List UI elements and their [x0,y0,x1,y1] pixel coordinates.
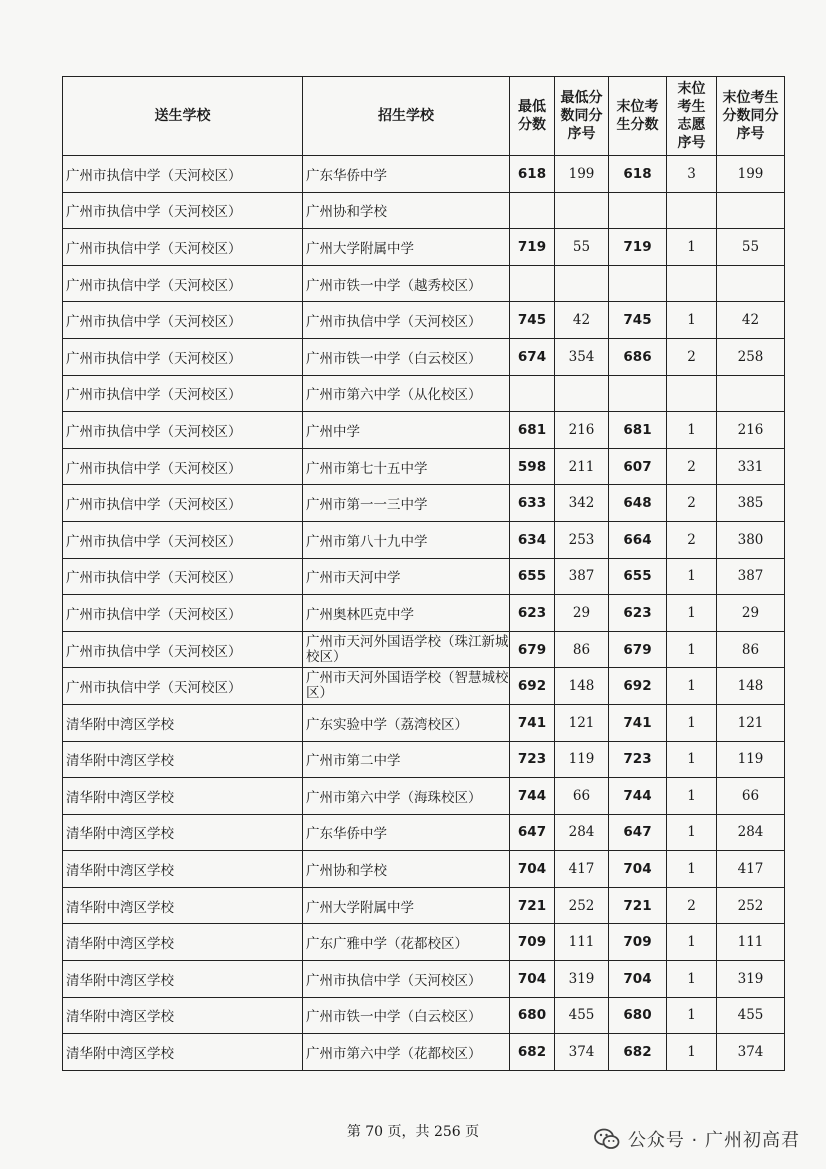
cell-min-rank: 66 [555,778,609,815]
cell-send-school: 清华附中湾区学校 [63,851,303,888]
table-row [63,521,785,558]
cell-last-rank [717,375,785,412]
table-row [63,302,785,339]
table-row [63,595,785,632]
cell-last-choice: 3 [667,156,717,193]
cell-enroll-school: 广州市铁一中学（白云校区） [303,338,510,375]
table-row [63,558,785,595]
cell-last-score: 745 [609,302,667,339]
cell-send-school: 清华附中湾区学校 [63,887,303,924]
cell-min-score [510,375,555,412]
cell-last-choice: 1 [667,778,717,815]
cell-send-school: 清华附中湾区学校 [63,924,303,961]
table-row [63,192,785,229]
cell-min-rank: 29 [555,595,609,632]
cell-last-choice: 1 [667,924,717,961]
admission-score-table [62,76,785,1071]
cell-last-choice: 1 [667,704,717,741]
cell-send-school: 广州市执信中学（天河校区） [63,631,303,668]
cell-send-school: 广州市执信中学（天河校区） [63,375,303,412]
table-header-row [63,77,785,156]
table-row [63,375,785,412]
cell-min-score: 719 [510,229,555,266]
table-row [63,156,785,193]
cell-min-score: 674 [510,338,555,375]
cell-last-choice: 2 [667,521,717,558]
cell-last-rank: 387 [717,558,785,595]
cell-last-score: 744 [609,778,667,815]
cell-last-choice: 2 [667,338,717,375]
header-enroll-school: 招生学校 [303,77,510,156]
cell-last-rank: 119 [717,741,785,778]
table-row [63,887,785,924]
cell-last-rank: 111 [717,924,785,961]
cell-min-rank [555,265,609,302]
cell-last-score: 679 [609,631,667,668]
cell-last-score: 704 [609,851,667,888]
cell-last-choice: 1 [667,1034,717,1071]
cell-send-school: 清华附中湾区学校 [63,814,303,851]
cell-min-score: 633 [510,485,555,522]
cell-enroll-school: 广东华侨中学 [303,814,510,851]
header-last-rank: 末位考生分数同分序号 [717,77,785,156]
cell-last-rank: 455 [717,997,785,1034]
cell-last-rank: 258 [717,338,785,375]
cell-min-score: 623 [510,595,555,632]
cell-enroll-school: 广州市天河外国语学校（智慧城校区） [303,668,510,705]
cell-last-score: 618 [609,156,667,193]
cell-enroll-school: 广东实验中学（荔湾校区） [303,704,510,741]
cell-last-score: 607 [609,448,667,485]
cell-send-school: 广州市执信中学（天河校区） [63,156,303,193]
cell-min-score: 647 [510,814,555,851]
cell-last-choice [667,192,717,229]
cell-min-score: 704 [510,851,555,888]
cell-last-choice: 1 [667,595,717,632]
cell-send-school: 广州市执信中学（天河校区） [63,192,303,229]
cell-last-choice: 1 [667,961,717,998]
cell-min-rank: 119 [555,741,609,778]
cell-send-school: 清华附中湾区学校 [63,704,303,741]
cell-last-choice: 1 [667,668,717,705]
cell-last-score: 721 [609,887,667,924]
cell-last-score: 664 [609,521,667,558]
cell-last-choice: 1 [667,412,717,449]
cell-last-choice: 2 [667,887,717,924]
table-row [63,448,785,485]
cell-last-choice [667,375,717,412]
cell-min-score: 680 [510,997,555,1034]
cell-last-score: 719 [609,229,667,266]
cell-last-rank: 331 [717,448,785,485]
cell-send-school: 广州市执信中学（天河校区） [63,485,303,522]
cell-send-school: 清华附中湾区学校 [63,997,303,1034]
cell-enroll-school: 广州市第六中学（从化校区） [303,375,510,412]
table-row [63,229,785,266]
cell-last-score: 686 [609,338,667,375]
cell-enroll-school: 广州市铁一中学（白云校区） [303,997,510,1034]
table-row [63,1034,785,1071]
cell-min-rank: 86 [555,631,609,668]
cell-last-choice: 1 [667,302,717,339]
cell-enroll-school: 广州协和学校 [303,851,510,888]
header-min-score: 最低分数 [510,77,555,156]
cell-min-score: 679 [510,631,555,668]
cell-last-rank: 86 [717,631,785,668]
table-row [63,412,785,449]
cell-min-score: 655 [510,558,555,595]
cell-last-choice: 1 [667,997,717,1034]
table-row [63,814,785,851]
cell-send-school: 广州市执信中学（天河校区） [63,338,303,375]
cell-enroll-school: 广州市第八十九中学 [303,521,510,558]
cell-enroll-school: 广州市天河中学 [303,558,510,595]
table-row [63,338,785,375]
cell-last-choice: 1 [667,631,717,668]
cell-enroll-school: 广州市第六中学（花都校区） [303,1034,510,1071]
table-row [63,485,785,522]
cell-send-school: 清华附中湾区学校 [63,778,303,815]
cell-last-rank: 417 [717,851,785,888]
table-row [63,704,785,741]
cell-enroll-school: 广州中学 [303,412,510,449]
table-row [63,997,785,1034]
cell-enroll-school: 广州市第二中学 [303,741,510,778]
cell-last-score: 648 [609,485,667,522]
table-row [63,265,785,302]
cell-last-score: 704 [609,961,667,998]
cell-min-rank: 121 [555,704,609,741]
wechat-icon [594,1128,620,1150]
cell-last-score: 623 [609,595,667,632]
watermark-text: 公众号 · 广州初高君 [627,1130,800,1151]
cell-last-choice: 2 [667,448,717,485]
cell-send-school: 清华附中湾区学校 [63,1034,303,1071]
cell-last-rank: 66 [717,778,785,815]
cell-send-school: 清华附中湾区学校 [63,961,303,998]
cell-last-rank: 385 [717,485,785,522]
cell-min-score: 745 [510,302,555,339]
header-send-school: 送生学校 [63,77,303,156]
cell-send-school: 广州市执信中学（天河校区） [63,558,303,595]
cell-last-rank: 42 [717,302,785,339]
cell-min-rank: 42 [555,302,609,339]
cell-min-rank: 387 [555,558,609,595]
cell-enroll-school: 广州市第七十五中学 [303,448,510,485]
cell-enroll-school: 广州大学附属中学 [303,887,510,924]
cell-last-score: 709 [609,924,667,961]
cell-last-score: 723 [609,741,667,778]
cell-last-rank: 29 [717,595,785,632]
cell-min-rank: 253 [555,521,609,558]
cell-last-rank: 380 [717,521,785,558]
cell-last-rank: 216 [717,412,785,449]
table-row [63,961,785,998]
cell-send-school: 广州市执信中学（天河校区） [63,668,303,705]
cell-last-score: 647 [609,814,667,851]
cell-min-score [510,265,555,302]
cell-min-score: 723 [510,741,555,778]
cell-enroll-school: 广东华侨中学 [303,156,510,193]
cell-min-rank: 374 [555,1034,609,1071]
cell-last-choice: 1 [667,558,717,595]
cell-min-rank: 354 [555,338,609,375]
header-min-rank: 最低分数同分序号 [555,77,609,156]
cell-last-score: 681 [609,412,667,449]
cell-last-rank: 284 [717,814,785,851]
cell-send-school: 广州市执信中学（天河校区） [63,302,303,339]
cell-last-choice: 2 [667,485,717,522]
cell-enroll-school: 广州市天河外国语学校（珠江新城校区） [303,631,510,668]
cell-min-rank: 284 [555,814,609,851]
cell-min-rank: 417 [555,851,609,888]
cell-min-rank [555,375,609,412]
cell-last-score: 682 [609,1034,667,1071]
cell-min-score: 741 [510,704,555,741]
cell-send-school: 广州市执信中学（天河校区） [63,448,303,485]
cell-last-rank: 319 [717,961,785,998]
cell-min-rank: 55 [555,229,609,266]
cell-last-score [609,265,667,302]
cell-min-score: 721 [510,887,555,924]
cell-send-school: 广州市执信中学（天河校区） [63,229,303,266]
table-row [63,741,785,778]
header-last-choice: 末位考生志愿序号 [667,77,717,156]
cell-min-score: 598 [510,448,555,485]
cell-send-school: 清华附中湾区学校 [63,741,303,778]
cell-min-rank: 211 [555,448,609,485]
cell-send-school: 广州市执信中学（天河校区） [63,265,303,302]
cell-last-score [609,375,667,412]
cell-enroll-school: 广东广雅中学（花都校区） [303,924,510,961]
cell-min-rank: 342 [555,485,609,522]
cell-send-school: 广州市执信中学（天河校区） [63,521,303,558]
cell-last-rank [717,265,785,302]
cell-last-choice: 1 [667,814,717,851]
table-body [63,156,785,1071]
cell-min-score: 634 [510,521,555,558]
table-row [63,851,785,888]
cell-last-rank: 374 [717,1034,785,1071]
watermark [594,1126,800,1152]
cell-last-score: 680 [609,997,667,1034]
cell-last-choice: 1 [667,741,717,778]
header-last-score: 末位考生分数 [609,77,667,156]
cell-last-choice [667,265,717,302]
cell-min-rank [555,192,609,229]
cell-enroll-school: 广州大学附属中学 [303,229,510,266]
table-row [63,668,785,705]
cell-last-rank: 199 [717,156,785,193]
cell-last-score: 655 [609,558,667,595]
cell-min-score: 704 [510,961,555,998]
cell-min-rank: 216 [555,412,609,449]
cell-enroll-school: 广州市执信中学（天河校区） [303,302,510,339]
cell-enroll-school: 广州协和学校 [303,192,510,229]
cell-min-rank: 252 [555,887,609,924]
cell-min-score: 692 [510,668,555,705]
cell-min-score: 682 [510,1034,555,1071]
cell-last-choice: 1 [667,229,717,266]
cell-min-score: 744 [510,778,555,815]
cell-enroll-school: 广州市第一一三中学 [303,485,510,522]
cell-min-score: 618 [510,156,555,193]
cell-min-score: 681 [510,412,555,449]
cell-last-rank [717,192,785,229]
cell-last-choice: 1 [667,851,717,888]
cell-min-rank: 111 [555,924,609,961]
cell-last-rank: 121 [717,704,785,741]
cell-min-score [510,192,555,229]
cell-enroll-school: 广州市铁一中学（越秀校区） [303,265,510,302]
cell-last-rank: 55 [717,229,785,266]
cell-min-score: 709 [510,924,555,961]
cell-last-score: 692 [609,668,667,705]
cell-last-rank: 252 [717,887,785,924]
cell-min-rank: 319 [555,961,609,998]
cell-enroll-school: 广州市第六中学（海珠校区） [303,778,510,815]
cell-send-school: 广州市执信中学（天河校区） [63,412,303,449]
cell-min-rank: 199 [555,156,609,193]
table-row [63,631,785,668]
cell-min-rank: 148 [555,668,609,705]
cell-enroll-school: 广州奥林匹克中学 [303,595,510,632]
table-row [63,778,785,815]
cell-last-score: 741 [609,704,667,741]
cell-min-rank: 455 [555,997,609,1034]
cell-last-rank: 148 [717,668,785,705]
page-number: 第 70 页，共 256 页 [346,1124,480,1140]
cell-enroll-school: 广州市执信中学（天河校区） [303,961,510,998]
cell-last-score [609,192,667,229]
table-row [63,924,785,961]
cell-send-school: 广州市执信中学（天河校区） [63,595,303,632]
